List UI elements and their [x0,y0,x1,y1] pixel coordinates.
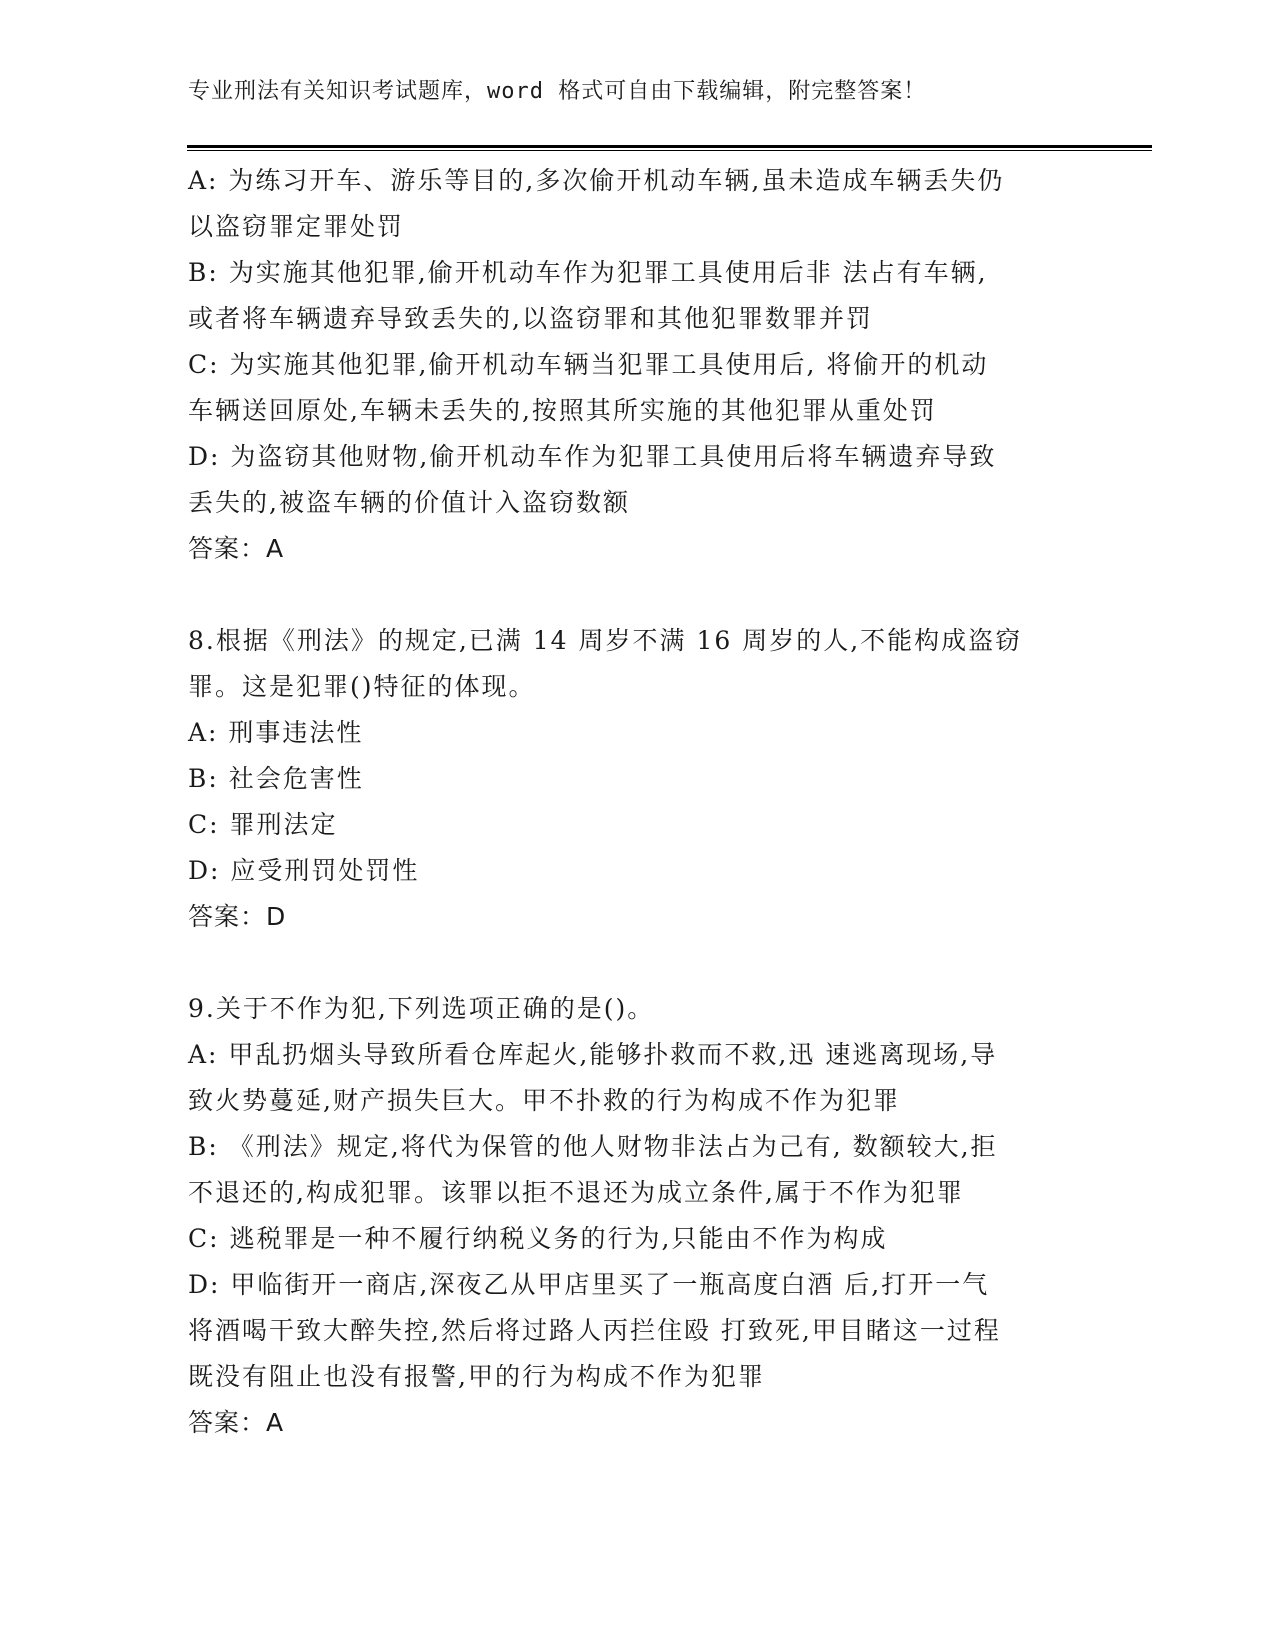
option-line: 既没有阻止也没有报警,甲的行为构成不作为犯罪 [188,1362,765,1391]
answer: 答案：D [188,902,287,931]
page-header: 专业刑法有关知识考试题库，word 格式可自由下载编辑，附完整答案！ [188,79,927,104]
question-8 [188,618,1088,940]
option-line: C: 为实施其他犯罪,偷开机动车辆当犯罪工具使用后, 将偷开的机动 [188,350,989,379]
option-line: A: 为练习开车、游乐等目的,多次偷开机动车辆,虽未造成车辆丢失仍 [188,166,1005,195]
option-d: D: 应受刑罚处罚性 [188,856,420,885]
option-d [188,1262,1088,1400]
option-b [188,250,1088,342]
option-line: 将酒喝干致大醉失控,然后将过路人丙拦住殴 打致死,甲目睹这一过程 [188,1316,1001,1345]
option-c [188,1216,1088,1262]
spacer [188,940,1088,986]
question-text: 罪。这是犯罪()特征的体现。 [188,672,536,701]
option-a [188,158,1088,250]
option-line: B: 《刑法》规定,将代为保管的他人财物非法占为己有, 数额较大,拒 [188,1132,998,1161]
header-rule-thin [187,150,1152,151]
question-text: 8.根据《刑法》的规定,已满 14 周岁不满 16 周岁的人,不能构成盗窃 [188,626,1023,655]
question-text: 9.关于不作为犯,下列选项正确的是()。 [188,994,655,1023]
option-d [188,434,1088,526]
answer: 答案：A [188,534,285,563]
option-c: C: 罪刑法定 [188,810,338,839]
option-line: A: 甲乱扔烟头导致所看仓库起火,能够扑救而不救,迅 速逃离现场,导 [188,1040,998,1069]
option-line: 致火势蔓延,财产损失巨大。甲不扑救的行为构成不作为犯罪 [188,1086,900,1115]
option-line: D: 为盗窃其他财物,偷开机动车作为犯罪工具使用后将车辆遗弃导致 [188,442,997,471]
spacer [188,572,1088,618]
question-9 [188,986,1088,1446]
option-line: C: 逃税罪是一种不履行纳税义务的行为,只能由不作为构成 [188,1224,888,1253]
option-b: B: 社会危害性 [188,764,364,793]
option-line: 丢失的,被盗车辆的价值计入盗窃数额 [188,488,630,517]
option-line: B: 为实施其他犯罪,偷开机动车作为犯罪工具使用后非 法占有车辆, [188,258,988,287]
option-line: 或者将车辆遗弃导致丢失的,以盗窃罪和其他犯罪数罪并罚 [188,304,873,333]
question-7 [188,158,1088,572]
option-b [188,1124,1088,1216]
option-line: 车辆送回原处,车辆未丢失的,按照其所实施的其他犯罪从重处罚 [188,396,937,425]
header-rule-thick [187,145,1152,148]
option-line: 以盗窃罪定罪处罚 [188,212,405,241]
option-a [188,1032,1088,1124]
option-a: A: 刑事违法性 [188,718,364,747]
answer: 答案：A [188,1408,285,1437]
document-body [188,158,1088,1446]
option-c [188,342,1088,434]
option-line: 不退还的,构成犯罪。该罪以拒不退还为成立条件,属于不作为犯罪 [188,1178,964,1207]
option-line: D: 甲临街开一商店,深夜乙从甲店里买了一瓶高度白酒 后,打开一气 [188,1270,990,1299]
